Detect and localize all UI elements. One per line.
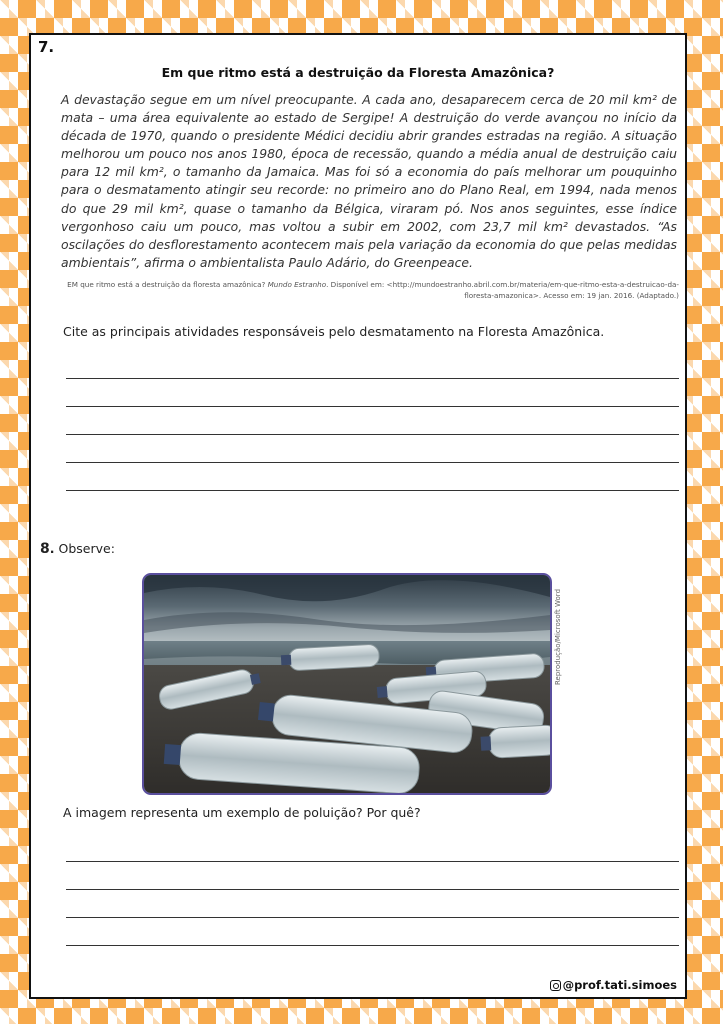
source-suffix: . Disponível em: <http://mundoestranho.abril.com.br/materia/em-que-ritmo-esta-a-destruicao-da-floresta-amazonica>. Acesso em: 19 jan. 2016. (Adaptado.) xyxy=(326,280,679,300)
handle-text: @prof.tati.simoes xyxy=(562,978,677,992)
image-credit: Reprodução/Microsoft Word xyxy=(554,588,562,686)
answer-line[interactable] xyxy=(66,945,679,946)
worksheet-page xyxy=(29,33,687,999)
answer-line[interactable] xyxy=(66,861,679,862)
question-8-prompt: A imagem representa um exemplo de poluição? Por quê? xyxy=(63,805,421,820)
answer-line[interactable] xyxy=(66,917,679,918)
source-publication: Mundo Estranho xyxy=(267,280,327,289)
question-8-label: Observe: xyxy=(58,541,115,556)
answer-line[interactable] xyxy=(66,406,679,407)
author-handle[interactable] xyxy=(550,978,677,992)
question-8-header xyxy=(40,541,115,557)
answer-line[interactable] xyxy=(66,434,679,435)
question-7-title: Em que ritmo está a destruição da Floresta Amazônica? xyxy=(161,65,555,80)
answer-line[interactable] xyxy=(66,490,679,491)
question-7-number: 7. xyxy=(38,38,55,56)
passage-source xyxy=(53,279,679,301)
answer-line[interactable] xyxy=(66,378,679,379)
answer-line[interactable] xyxy=(66,462,679,463)
question-7-prompt: Cite as principais atividades responsáveis pelo desmatamento na Floresta Amazônica. xyxy=(63,324,605,339)
plastic-bottles-photo xyxy=(142,573,552,795)
instagram-icon xyxy=(550,980,561,991)
question-8-number: 8 xyxy=(40,541,50,557)
question-7-passage: A devastação segue em um nível preocupante. A cada ano, desaparecem cerca de 20 mil km² de mata – uma área equivalente ao estado de Sergipe! A destruição do verde avançou no início da década de 1970, quando o presidente Médici decidiu abrir grandes estradas na região. A situação melhorou um pouco nos anos 1980, época de recessão, quando a média anual de destruição caiu para 12 mil km², o tamanho da Jamaica. Mas foi só a economia do país melhorar um pouquinho para o desmatamento atingir seu recorde: no primeiro ano do Plano Real, em 1994, nada menos do que 29 mil km², quase o tamanho da Bélgica, viraram pó. Nos anos seguintes, esse índice vergonhoso caiu um pouco, mas voltou a subir em 2002, com 23,7 mil km² devastados. “As oscilações do desflorestamento acontecem mais pela variação da economia do que pelas medidas ambientais”, afirma o ambientalista Paulo Adário, do Greenpeace. xyxy=(61,92,677,270)
question-8-number-dot: . xyxy=(49,541,55,556)
source-prefix: EM que ritmo está a destruição da floresta amazônica? xyxy=(67,280,268,289)
answer-line[interactable] xyxy=(66,889,679,890)
